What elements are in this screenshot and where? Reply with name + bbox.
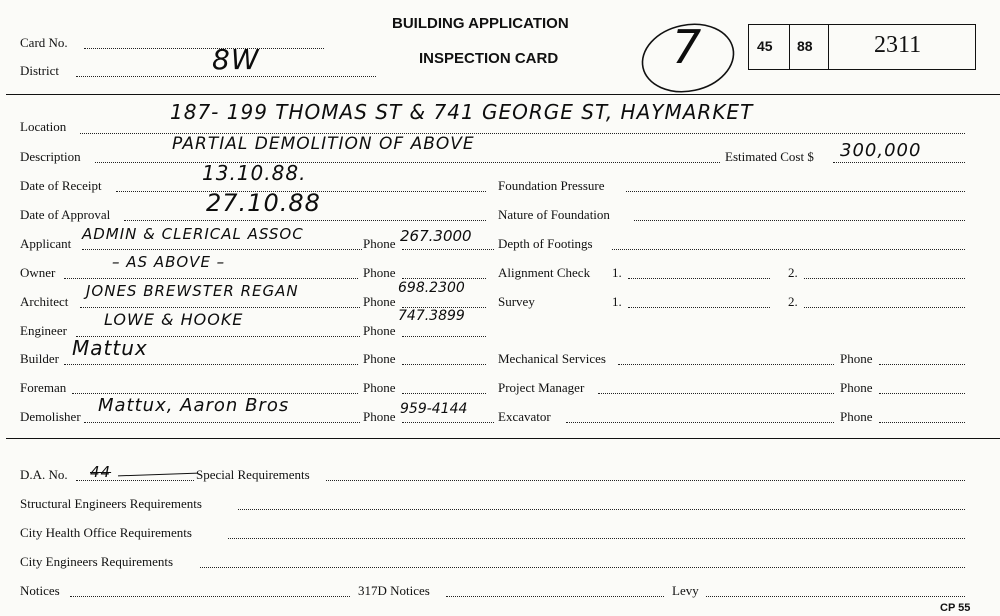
district-line — [76, 76, 376, 77]
estimated-cost-value: 300,000 — [840, 140, 922, 161]
notices-line — [70, 596, 350, 597]
alignment-2-line — [804, 278, 965, 279]
description-line — [95, 162, 720, 163]
circled-number: 7 — [672, 20, 703, 74]
builder-label: Builder — [20, 351, 59, 366]
date-receipt-label: Date of Receipt — [20, 178, 102, 193]
engineer-phone-label: Phone — [363, 323, 396, 338]
location-value: 187- 199 THOMAS ST & 741 GEORGE ST, HAYMARKET — [170, 100, 754, 124]
title-line-2: INSPECTION CARD — [419, 50, 559, 67]
da-no-label: D.A. No. — [20, 467, 68, 482]
date-approval-line — [124, 220, 486, 221]
da-no-value: 44 — [90, 463, 112, 481]
survey-1-line — [628, 307, 770, 308]
mechanical-phone-label: Phone — [840, 351, 873, 366]
title-line-1: BUILDING APPLICATION — [392, 15, 569, 32]
nature-foundation-label: Nature of Foundation — [498, 207, 610, 222]
city-engineers-label: City Engineers Requirements — [20, 554, 174, 569]
owner-line — [64, 278, 358, 279]
mechanical-label: Mechanical Services — [498, 351, 606, 366]
foreman-label: Foreman — [20, 380, 67, 395]
card-number: 2311 — [874, 32, 922, 58]
engineer-label: Engineer — [20, 323, 67, 338]
levy-label: Levy — [672, 583, 699, 598]
health-label: City Health Office Requirements — [20, 525, 192, 540]
project-manager-line — [598, 393, 834, 394]
date-approval-value: 27.10.88 — [206, 189, 321, 217]
applicant-line — [82, 249, 362, 250]
architect-line — [80, 307, 360, 308]
location-label: Location — [20, 119, 67, 134]
architect-value: JONES BREWSTER REGAN — [86, 282, 299, 300]
architect-label: Architect — [20, 294, 69, 309]
estimated-cost-label: Estimated Cost $ — [725, 149, 814, 164]
notices-317d-line — [446, 596, 664, 597]
engineer-phone-line — [402, 336, 486, 337]
demolisher-label: Demolisher — [20, 409, 81, 424]
da-no-strike — [118, 473, 198, 477]
box-a-value: 45 — [757, 38, 773, 54]
structural-label: Structural Engineers Requirements — [20, 496, 202, 511]
estimated-cost-line — [833, 162, 965, 163]
owner-value: – AS ABOVE – — [112, 253, 226, 271]
special-requirements-label: Special Requirements — [196, 467, 310, 482]
notices-label: Notices — [20, 583, 60, 598]
district-value: 8W — [212, 43, 260, 76]
excavator-phone-label: Phone — [840, 409, 873, 424]
box-divider-1 — [789, 25, 790, 69]
nature-foundation-line — [634, 220, 965, 221]
structural-line — [238, 509, 965, 510]
foreman-line — [72, 393, 358, 394]
architect-phone-label: Phone — [363, 294, 396, 309]
project-manager-label: Project Manager — [498, 380, 585, 395]
engineer-value: LOWE & HOOKE — [104, 310, 244, 329]
special-requirements-line — [326, 480, 965, 481]
description-value: PARTIAL DEMOLITION OF ABOVE — [172, 134, 475, 154]
box-divider-2 — [828, 25, 829, 69]
builder-value: Mattux — [72, 336, 148, 360]
alignment-2-label: 2. — [788, 265, 798, 280]
requirements-rule — [6, 438, 1000, 439]
applicant-label: Applicant — [20, 236, 72, 251]
date-approval-label: Date of Approval — [20, 207, 111, 222]
project-manager-phone-label: Phone — [840, 380, 873, 395]
survey-1-label: 1. — [612, 294, 622, 309]
demolisher-phone: 959-4144 — [400, 401, 468, 417]
card-number-box — [748, 24, 976, 70]
excavator-phone-line — [879, 422, 965, 423]
depth-footings-line — [612, 249, 965, 250]
mechanical-phone-line — [879, 364, 965, 365]
excavator-label: Excavator — [498, 409, 551, 424]
applicant-phone: 267.3000 — [400, 227, 472, 245]
excavator-line — [566, 422, 834, 423]
foreman-phone-label: Phone — [363, 380, 396, 395]
foreman-phone-line — [402, 393, 486, 394]
city-engineers-line — [200, 567, 965, 568]
project-manager-phone-line — [879, 393, 965, 394]
foundation-pressure-label: Foundation Pressure — [498, 178, 605, 193]
owner-label: Owner — [20, 265, 56, 280]
demolisher-phone-line — [402, 422, 494, 423]
form-code: CP 55 — [940, 602, 971, 614]
demolisher-phone-label: Phone — [363, 409, 396, 424]
applicant-phone-line — [402, 249, 494, 250]
architect-phone: 698.2300 — [398, 280, 465, 296]
mechanical-line — [618, 364, 834, 365]
district-label: District — [20, 63, 59, 78]
description-label: Description — [20, 149, 81, 164]
alignment-1-label: 1. — [612, 265, 622, 280]
builder-line — [64, 364, 358, 365]
owner-phone-label: Phone — [363, 265, 396, 280]
card-no-line — [84, 48, 324, 49]
survey-2-label: 2. — [788, 294, 798, 309]
alignment-check-label: Alignment Check — [498, 265, 591, 280]
header-rule — [6, 94, 1000, 95]
card-no-label: Card No. — [20, 35, 68, 50]
engineer-phone: 747.3899 — [398, 308, 465, 324]
box-b-value: 88 — [797, 38, 813, 54]
levy-line — [706, 596, 965, 597]
alignment-1-line — [628, 278, 770, 279]
applicant-phone-label: Phone — [363, 236, 396, 251]
date-receipt-value: 13.10.88. — [202, 161, 307, 185]
survey-label: Survey — [498, 294, 535, 309]
health-line — [228, 538, 965, 539]
depth-footings-label: Depth of Footings — [498, 236, 593, 251]
applicant-value: ADMIN & CLERICAL ASSOC — [82, 225, 304, 243]
demolisher-line — [84, 422, 360, 423]
demolisher-value: Mattux, Aaron Bros — [98, 395, 290, 416]
foundation-pressure-line — [626, 191, 965, 192]
notices-317d-label: 317D Notices — [358, 583, 430, 598]
survey-2-line — [804, 307, 965, 308]
builder-phone-label: Phone — [363, 351, 396, 366]
builder-phone-line — [402, 364, 486, 365]
